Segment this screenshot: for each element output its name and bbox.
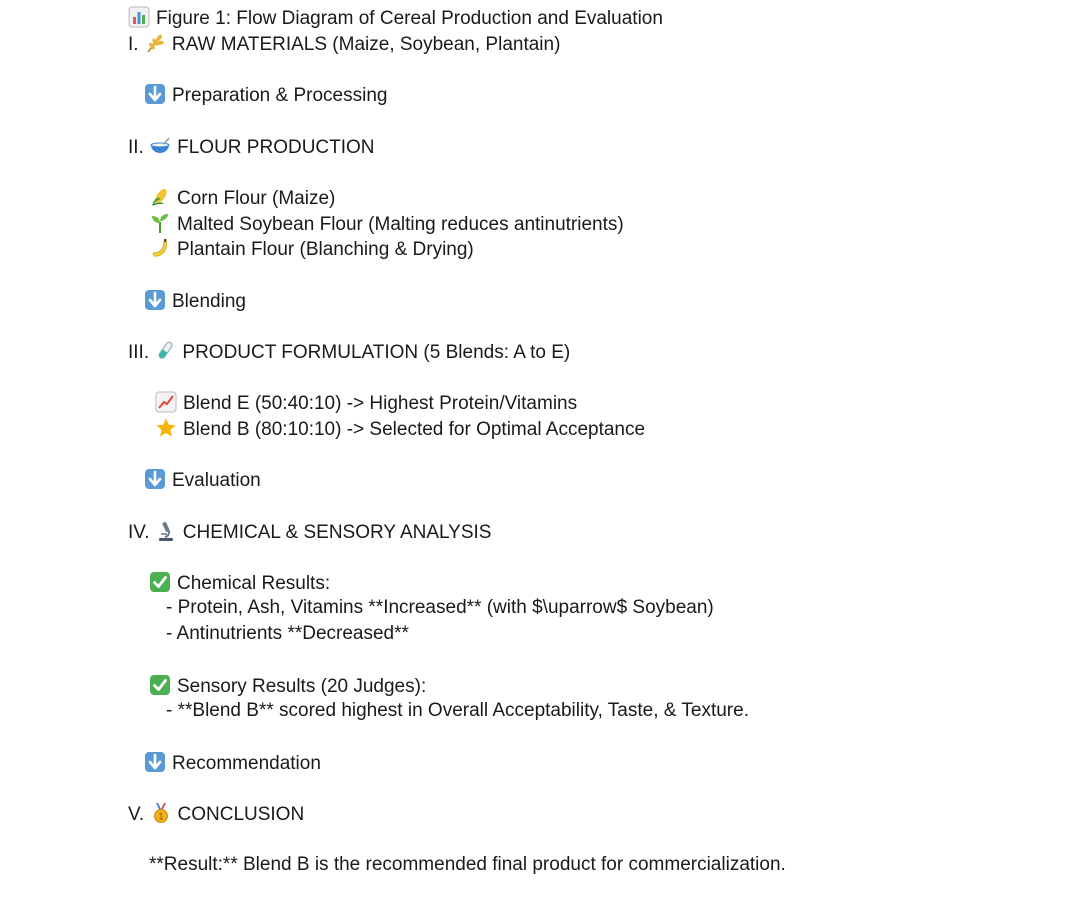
banana-icon xyxy=(149,237,171,259)
section-title: CHEMICAL & SENSORY ANALYSIS xyxy=(182,522,492,543)
test-tube-icon xyxy=(154,340,176,362)
conclusion-result: **Result:** Blend B is the recommended final product for commercialization. xyxy=(149,854,786,875)
flow-step-label: Blending xyxy=(172,291,246,312)
list-item-blend-b xyxy=(155,417,645,442)
microscope-icon xyxy=(155,520,177,542)
flow-step-preparation xyxy=(144,83,387,108)
section-raw-materials xyxy=(128,32,560,57)
section-number: IV. xyxy=(128,522,150,543)
section-title: FLOUR PRODUCTION xyxy=(177,137,375,158)
flow-step-blending xyxy=(144,289,246,314)
wheat-icon xyxy=(144,32,166,54)
list-item-soybean-flour xyxy=(149,212,624,237)
flow-step-recommendation xyxy=(144,751,321,776)
section-conclusion xyxy=(128,802,304,827)
flow-step-label: Evaluation xyxy=(172,470,261,491)
results-title: Sensory Results (20 Judges): xyxy=(177,676,427,697)
seedling-icon xyxy=(149,212,171,234)
chart-up-icon xyxy=(155,391,177,413)
flow-step-evaluation xyxy=(144,468,261,493)
sensory-result-line: - **Blend B** scored highest in Overall Acceptability, Taste, & Texture. xyxy=(166,700,749,721)
chemical-result-line: - Protein, Ash, Vitamins **Increased** (with $\uparrow$ Soybean) xyxy=(166,597,714,618)
bowl-icon xyxy=(149,135,171,157)
list-item-blend-e xyxy=(155,391,577,416)
section-number: V. xyxy=(128,804,145,825)
sensory-results-heading xyxy=(149,674,426,699)
flow-step-label: Recommendation xyxy=(172,753,321,774)
section-number: I. xyxy=(128,34,139,55)
down-arrow-icon xyxy=(144,83,166,105)
section-title: CONCLUSION xyxy=(177,804,305,825)
chemical-results-heading xyxy=(149,571,330,596)
bar-chart-icon xyxy=(128,6,150,28)
section-product-formulation xyxy=(128,340,570,365)
down-arrow-icon xyxy=(144,289,166,311)
list-item-label: Blend B (80:10:10) -> Selected for Optimal Acceptance xyxy=(183,419,646,440)
medal-icon xyxy=(150,802,172,824)
flow-step-label: Preparation & Processing xyxy=(172,85,388,106)
svg-text:1: 1 xyxy=(157,812,164,823)
chemical-result-line: - Antinutrients **Decreased** xyxy=(166,623,409,644)
results-title: Chemical Results: xyxy=(177,573,331,594)
list-item-label: Blend E (50:40:10) -> Highest Protein/Vitamins xyxy=(183,393,578,414)
list-item-label: Corn Flour (Maize) xyxy=(177,188,336,209)
section-chemical-sensory-analysis xyxy=(128,520,491,545)
check-mark-icon xyxy=(149,674,171,696)
section-number: II. xyxy=(128,137,144,158)
list-item-corn-flour xyxy=(149,186,335,211)
list-item-label: Plantain Flour (Blanching & Drying) xyxy=(177,239,474,260)
list-item-label: Malted Soybean Flour (Malting reduces antinutrients) xyxy=(177,214,624,235)
list-item-plantain-flour xyxy=(149,237,474,262)
check-mark-icon xyxy=(149,571,171,593)
section-title: PRODUCT FORMULATION (5 Blends: A to E) xyxy=(182,342,571,363)
corn-icon xyxy=(149,186,171,208)
down-arrow-icon xyxy=(144,751,166,773)
section-number: III. xyxy=(128,342,150,363)
figure-title-line xyxy=(128,6,663,31)
figure-title: Figure 1: Flow Diagram of Cereal Production and Evaluation xyxy=(156,8,663,29)
star-icon xyxy=(155,417,177,439)
down-arrow-icon xyxy=(144,468,166,490)
section-flour-production xyxy=(128,135,375,160)
section-title: RAW MATERIALS (Maize, Soybean, Plantain) xyxy=(171,34,561,55)
